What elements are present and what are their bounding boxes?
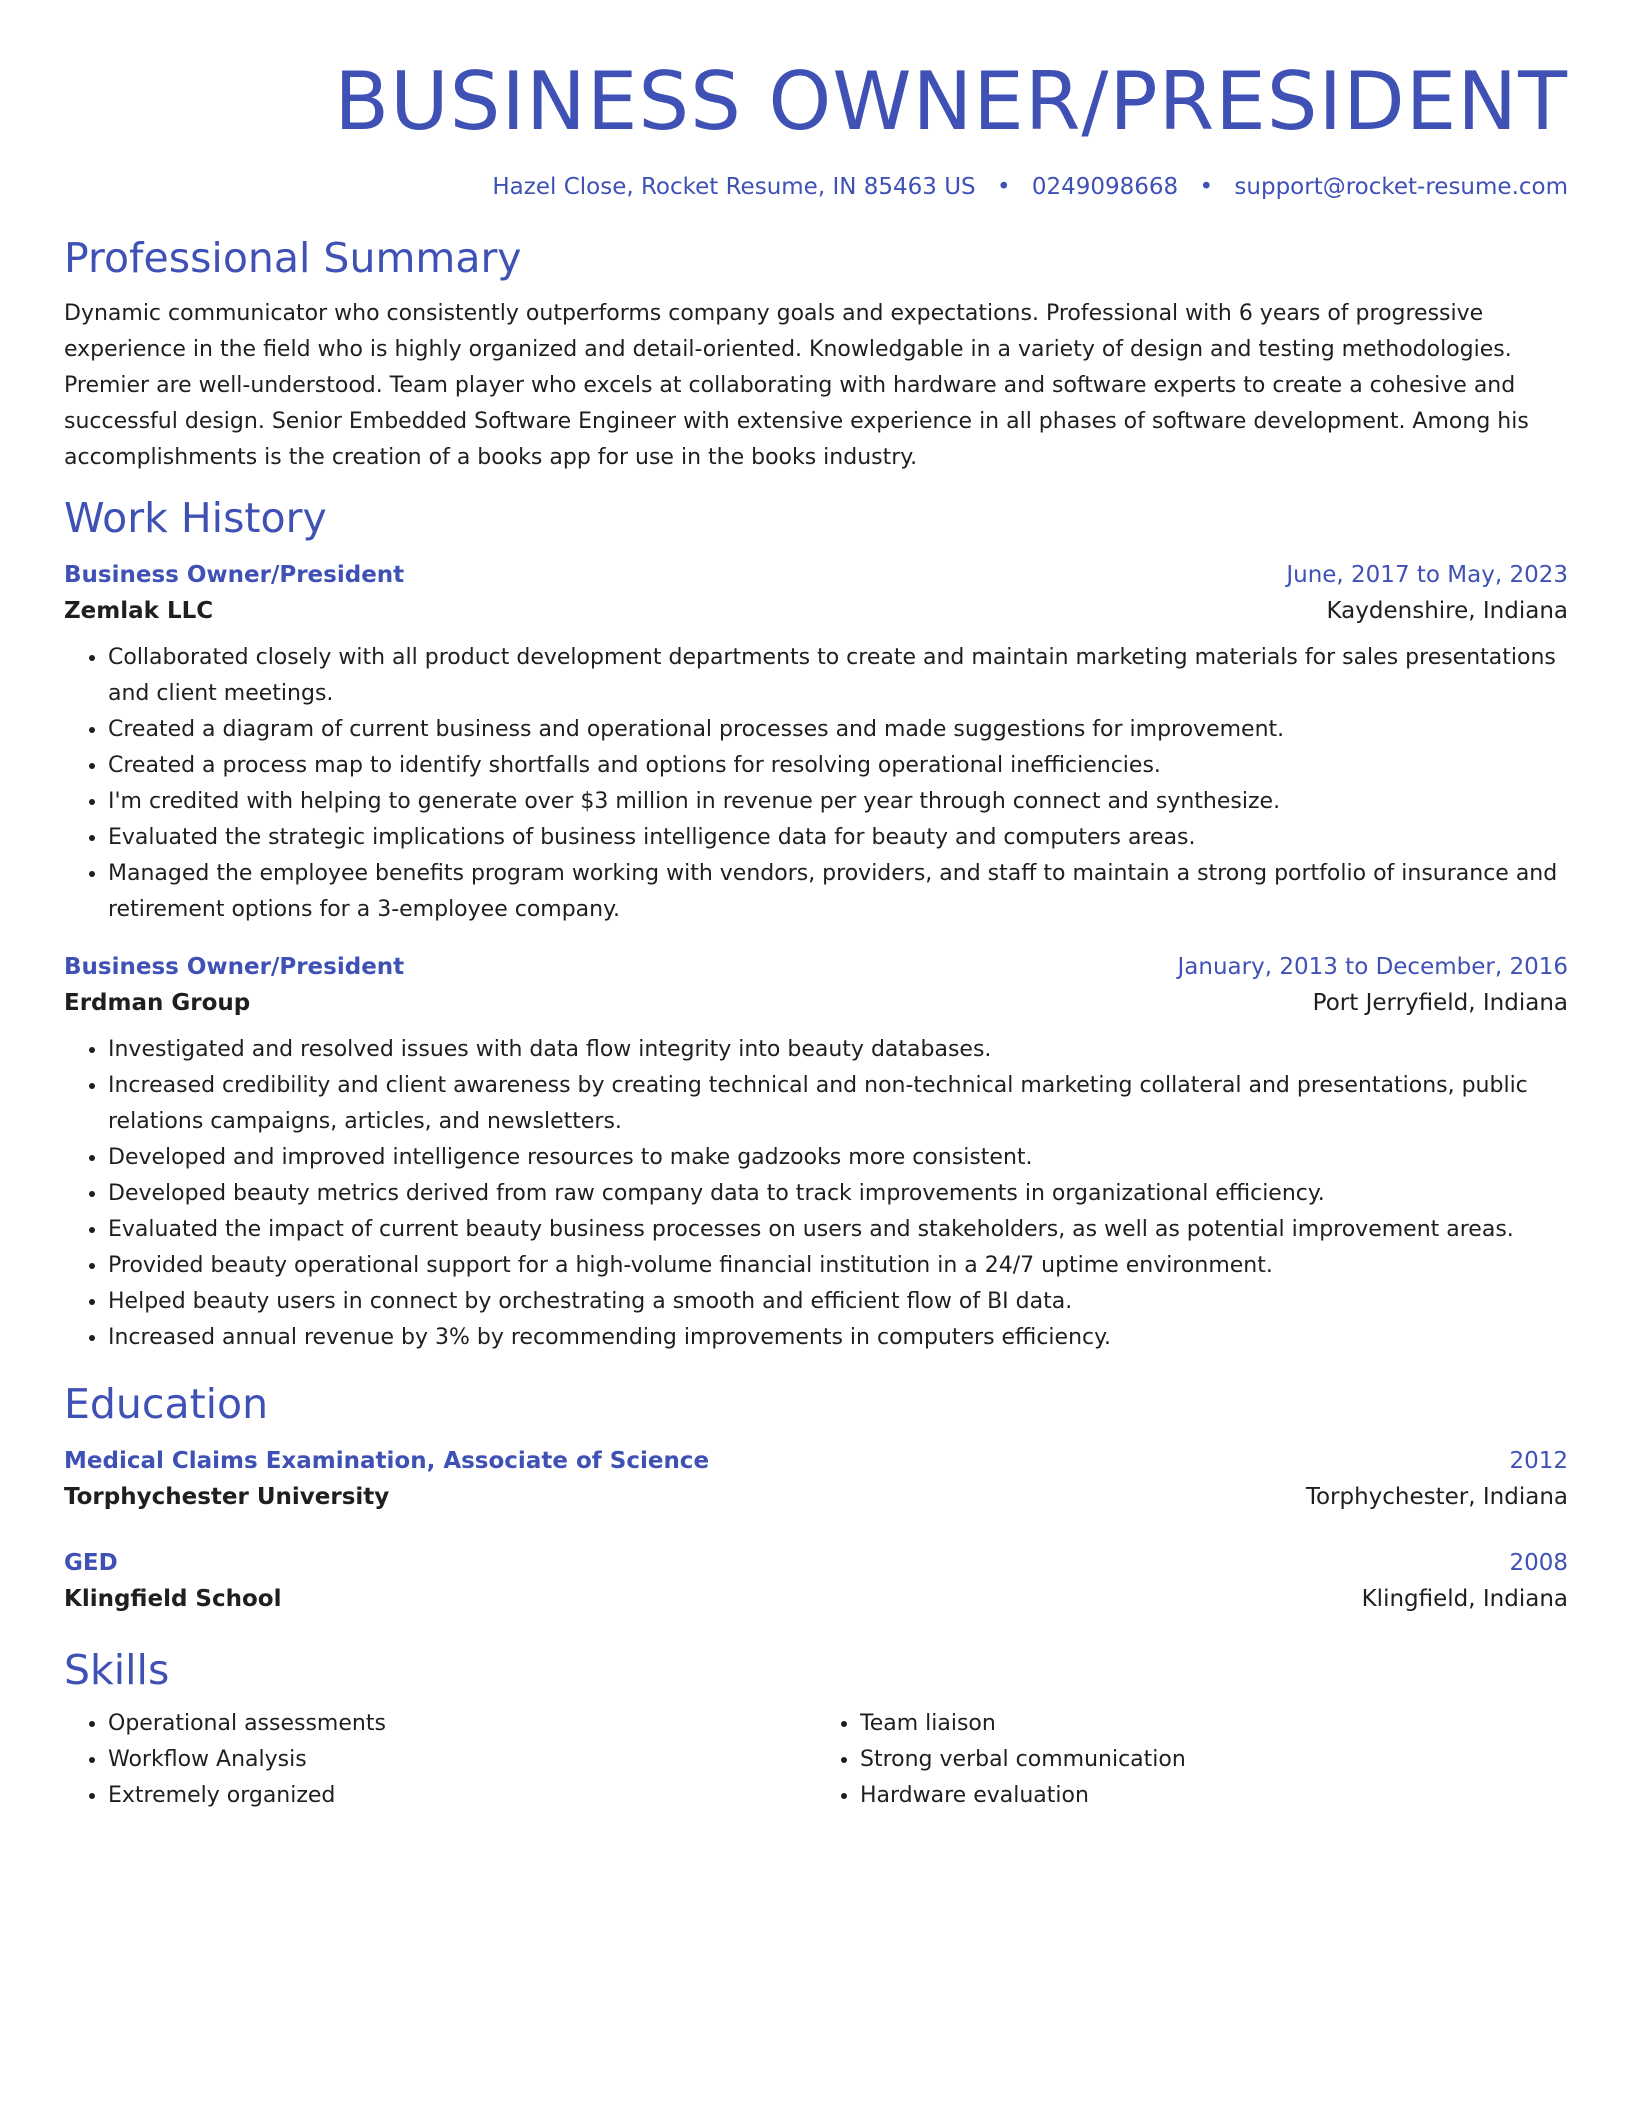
skill-item: • Strong verbal communication	[860, 1742, 1568, 1778]
skills-column-left	[64, 1706, 816, 1814]
section-title-work-history: Work History	[64, 494, 327, 542]
job-bullet: • Created a process map to identify shortfalls and options for resolving operational inefficiencies.	[108, 748, 1568, 784]
education-school: Torphychester University	[64, 1484, 390, 1510]
job-company: Zemlak LLC	[64, 598, 214, 624]
skill-item: • Hardware evaluation	[860, 1778, 1568, 1814]
skills-list	[64, 1706, 816, 1814]
work-entry-subheader	[64, 592, 1568, 630]
contact-separator: •	[1199, 174, 1214, 200]
section-title-skills: Skills	[64, 1646, 170, 1694]
section-title-education: Education	[64, 1380, 269, 1428]
contact-separator: •	[996, 174, 1011, 200]
work-entry	[64, 558, 1568, 928]
education-location: Torphychester, Indiana	[1305, 1484, 1568, 1510]
education-degree: GED	[64, 1550, 118, 1576]
summary-paragraph: Dynamic communicator who consistently outperforms company goals and expectations. Professional with 6 years of progressive experience in the field who is highly organized and detail-oriented. Knowledgable in a variety of design and testing methodologies. Premier are well-understood. Team player who excels at collaborating with hardware and software experts to create a cohesive and successful design. Senior Embedded Software Engineer with extensive experience in all phases of software development. Among his accomplishments is the creation of a books app for use in the books industry.	[64, 301, 1529, 470]
skill-item: • Workflow Analysis	[108, 1742, 816, 1778]
job-bullet: • Managed the employee benefits program working with vendors, providers, and staff to maintain a strong portfolio of insurance and retirement options for a 3-employee company.	[108, 856, 1568, 928]
job-bullet: • Developed and improved intelligence resources to make gadzooks more consistent.	[108, 1140, 1568, 1176]
job-bullet: • Provided beauty operational support for a high-volume financial institution in a 24/7 uptime environment.	[108, 1248, 1568, 1284]
job-bullet: • Created a diagram of current business and operational processes and made suggestions for improvement.	[108, 712, 1568, 748]
education-degree: Medical Claims Examination, Associate of Science	[64, 1448, 710, 1474]
education-year: 2012	[1509, 1448, 1568, 1474]
contact-address: Hazel Close, Rocket Resume, IN 85463 US	[492, 174, 976, 200]
job-bullet: • Evaluated the strategic implications of business intelligence data for beauty and computers areas.	[108, 820, 1568, 856]
job-bullet: • Increased credibility and client awareness by creating technical and non-technical marketing collateral and presentations, public relations campaigns, articles, and newsletters.	[108, 1068, 1568, 1140]
skill-item: • Extremely organized	[108, 1778, 816, 1814]
job-bullets	[64, 1032, 1568, 1356]
work-entry-header	[64, 558, 1568, 592]
contact-line	[64, 172, 1568, 202]
job-bullet: • Evaluated the impact of current beauty business processes on users and stakeholders, as well as potential improvement areas.	[108, 1212, 1568, 1248]
section-title-summary: Professional Summary	[64, 234, 522, 282]
skills-list	[816, 1706, 1568, 1814]
candidate-title: BUSINESS OWNER/PRESIDENT	[334, 55, 1568, 148]
contact-phone: 0249098668	[1031, 174, 1179, 200]
skill-item: • Operational assessments	[108, 1706, 816, 1742]
education-location: Klingfield, Indiana	[1361, 1586, 1568, 1612]
job-bullet: • Collaborated closely with all product development departments to create and maintain marketing materials for sales presentations and client meetings.	[108, 640, 1568, 712]
job-location: Port Jerryfield, Indiana	[1312, 990, 1568, 1016]
education-entry-header	[64, 1546, 1568, 1580]
contact-email: support@rocket-resume.com	[1234, 174, 1568, 200]
education-entry-header	[64, 1444, 1568, 1478]
education-entry	[64, 1444, 1568, 1516]
job-location: Kaydenshire, Indiana	[1326, 598, 1568, 624]
job-bullet: • Increased annual revenue by 3% by recommending improvements in computers efficiency.	[108, 1320, 1568, 1356]
skill-item: • Team liaison	[860, 1706, 1568, 1742]
skills-grid	[64, 1706, 1568, 1814]
education-entry-subheader	[64, 1580, 1568, 1618]
resume-header	[64, 54, 1568, 202]
education-year: 2008	[1509, 1550, 1568, 1576]
work-entry-subheader	[64, 984, 1568, 1022]
education-entry-subheader	[64, 1478, 1568, 1516]
skills-column-right	[816, 1706, 1568, 1814]
job-bullet: • Developed beauty metrics derived from raw company data to track improvements in organizational efficiency.	[108, 1176, 1568, 1212]
job-dates: January, 2013 to December, 2016	[1177, 954, 1568, 980]
education-entry	[64, 1546, 1568, 1618]
job-role: Business Owner/President	[64, 954, 405, 980]
job-bullet: • I'm credited with helping to generate over $3 million in revenue per year through connect and synthesize.	[108, 784, 1568, 820]
education-school: Klingfield School	[64, 1586, 282, 1612]
job-bullet: • Helped beauty users in connect by orchestrating a smooth and efficient flow of BI data.	[108, 1284, 1568, 1320]
job-dates: June, 2017 to May, 2023	[1286, 562, 1568, 588]
job-bullets	[64, 640, 1568, 928]
job-role: Business Owner/President	[64, 562, 405, 588]
work-entry-header	[64, 950, 1568, 984]
work-entry	[64, 950, 1568, 1356]
job-company: Erdman Group	[64, 990, 251, 1016]
job-bullet: • Investigated and resolved issues with data flow integrity into beauty databases.	[108, 1032, 1568, 1068]
